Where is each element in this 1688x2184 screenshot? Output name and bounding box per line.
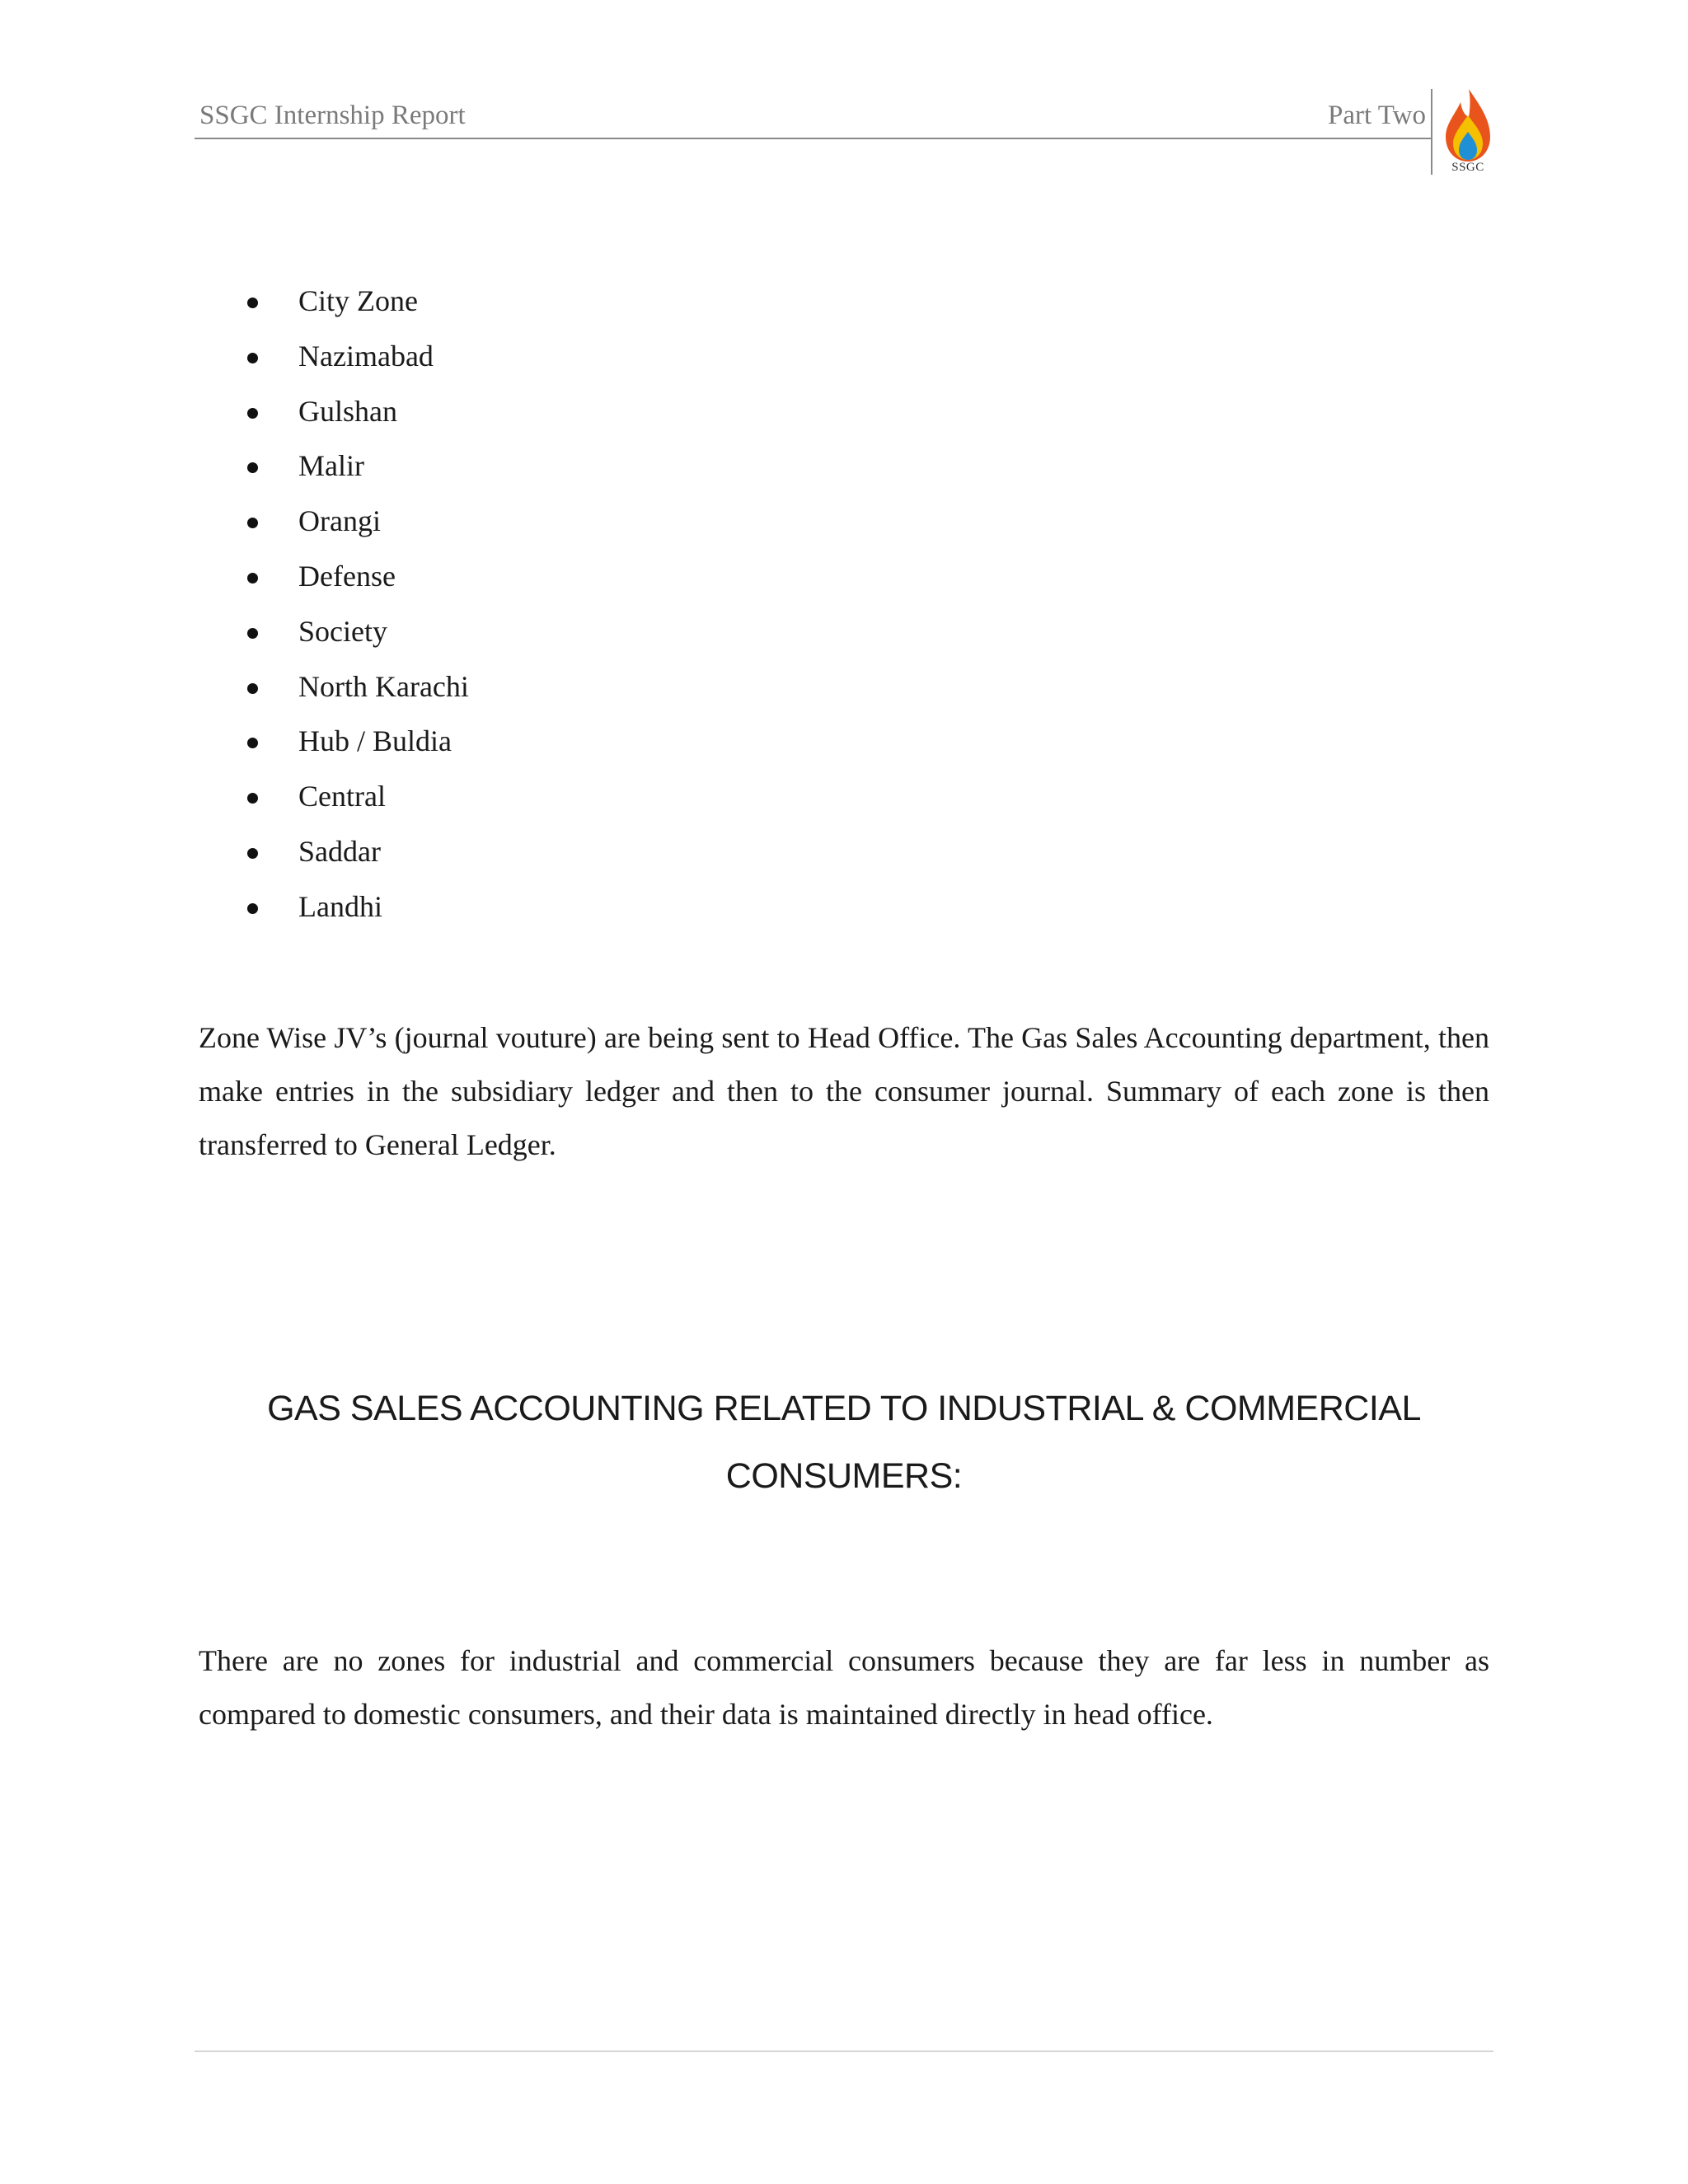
header-part-label: Part Two xyxy=(1328,101,1426,130)
zone-name: Hub / Buldia xyxy=(298,724,452,758)
list-item xyxy=(247,494,469,549)
bullet-icon xyxy=(247,298,258,308)
zone-name: Gulshan xyxy=(298,394,397,428)
zone-name: Nazimabad xyxy=(298,339,434,373)
zone-name: Orangi xyxy=(298,504,381,538)
bullet-icon xyxy=(247,683,258,694)
bullet-icon xyxy=(247,848,258,859)
zone-name: City Zone xyxy=(298,284,418,317)
logo-text: SSGC xyxy=(1451,161,1484,174)
zone-jv-paragraph: Zone Wise JV’s (journal vouture) are being sent to Head Office. The Gas Sales Accounting department, then make entries in the subsidiary ledger and then to the consumer journal. Summary of each zone is then transferred to General Ledger. xyxy=(199,1021,1489,1161)
zone-name: Saddar xyxy=(298,834,381,868)
zone-name: Landhi xyxy=(298,889,382,923)
zone-name: North Karachi xyxy=(298,669,469,703)
list-item xyxy=(247,879,469,935)
bullet-icon xyxy=(247,353,258,363)
list-item xyxy=(247,549,469,604)
list-item xyxy=(247,659,469,715)
header-vertical-rule xyxy=(1431,89,1432,175)
list-item xyxy=(247,384,469,439)
industrial-commercial-paragraph: There are no zones for industrial and commercial consumers because they are far less in number as compared to domestic consumers, and their data is maintained directly in head office. xyxy=(199,1644,1489,1731)
list-item xyxy=(247,604,469,659)
bullet-icon xyxy=(247,408,258,419)
bullet-icon xyxy=(247,628,258,639)
list-item xyxy=(247,438,469,494)
bullet-icon xyxy=(247,518,258,528)
zone-name: Defense xyxy=(298,559,396,593)
list-item xyxy=(247,769,469,824)
page-header xyxy=(195,82,1431,140)
header-rule xyxy=(195,138,1431,139)
bullet-icon xyxy=(247,462,258,473)
bullet-icon xyxy=(247,738,258,748)
bullet-icon xyxy=(247,793,258,804)
bullet-icon xyxy=(247,903,258,914)
list-item xyxy=(247,824,469,879)
list-item xyxy=(247,274,469,329)
zone-name: Central xyxy=(298,780,386,813)
zone-list xyxy=(247,274,469,935)
list-item xyxy=(247,329,469,384)
list-item xyxy=(247,714,469,769)
footer-rule xyxy=(195,2050,1493,2052)
zone-name: Malir xyxy=(298,449,364,483)
bullet-icon xyxy=(247,573,258,583)
header-report-title: SSGC Internship Report xyxy=(199,101,466,130)
zone-name: Society xyxy=(298,614,387,648)
section-heading: GAS SALES ACCOUNTING RELATED TO INDUSTRIAL & COMMERCIAL CONSUMERS: xyxy=(267,1389,1421,1496)
